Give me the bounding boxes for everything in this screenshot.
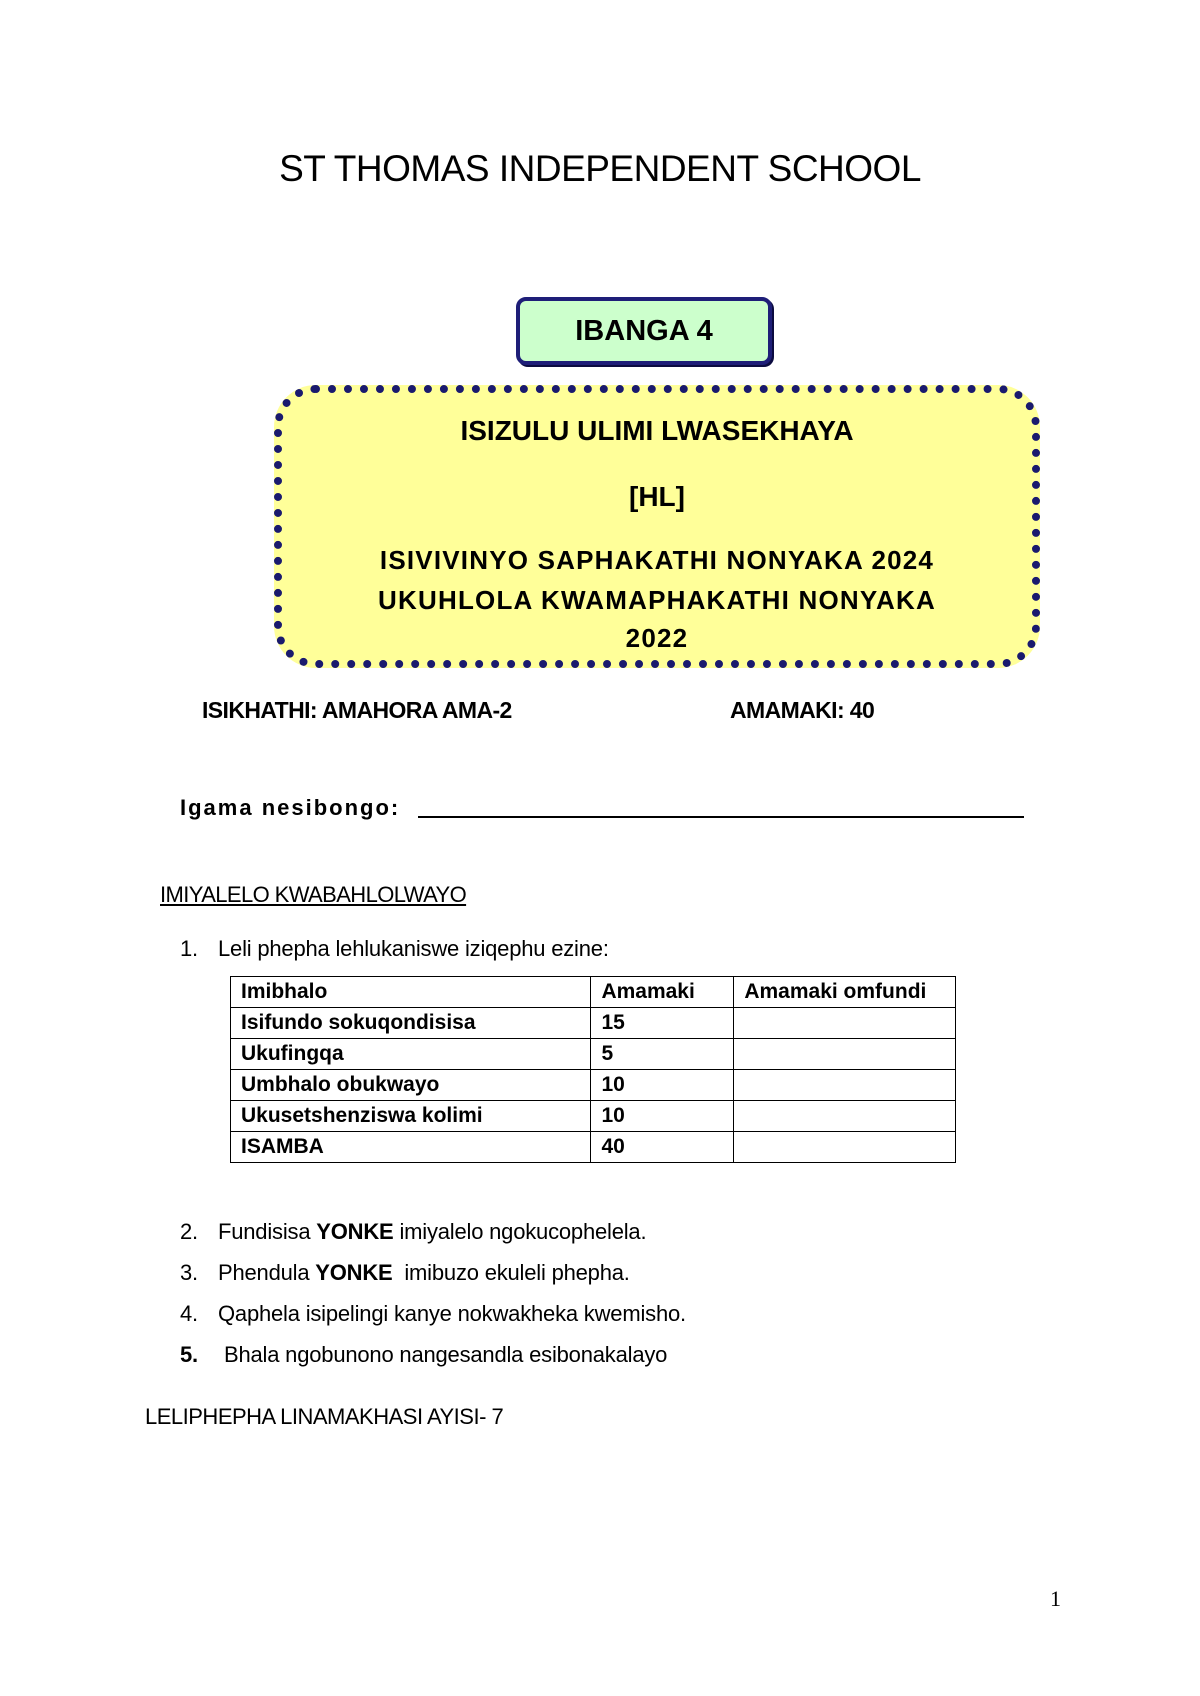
subject-title: ISIZULU ULIMI LWASEKHAYA: [460, 415, 854, 446]
school-name: ST THOMAS INDEPENDENT SCHOOL: [279, 148, 921, 189]
instruction-text: imibuzo ekuleli phepha.: [392, 1260, 630, 1285]
instruction-number: 1.: [180, 936, 198, 961]
table-row: [231, 1101, 956, 1132]
instruction-item: [180, 936, 609, 962]
table-cell-learner-marks[interactable]: [734, 1070, 956, 1101]
page-number: 1: [1050, 1586, 1061, 1611]
table-header-cell: Amamaki omfundi: [734, 977, 956, 1008]
exam-duration: ISIKHATHI: AMAHORA AMA-2: [202, 697, 512, 723]
instruction-item: [180, 1219, 646, 1245]
instruction-text: Leli phepha lehlukaniswe iziqephu ezine:: [218, 936, 609, 961]
exam-total-marks: AMAMAKI: 40: [730, 697, 875, 723]
instruction-emphasis: YONKE: [315, 1260, 393, 1285]
table-row: [231, 1070, 956, 1101]
instruction-item: [180, 1260, 630, 1286]
table-row: [231, 1008, 956, 1039]
table-row: [231, 1039, 956, 1070]
instruction-text: Phendula: [218, 1260, 316, 1285]
table-cell-section: Umbhalo obukwayo: [231, 1070, 591, 1101]
table-header-cell: Amamaki: [591, 977, 734, 1008]
table-cell-marks: 15: [591, 1008, 734, 1039]
table-header-cell: Imibhalo: [231, 977, 591, 1008]
table-cell-learner-marks[interactable]: [734, 1008, 956, 1039]
table-cell-section: Ukufingqa: [231, 1039, 591, 1070]
instruction-text: imiyalelo ngokucophelela.: [393, 1219, 647, 1244]
instruction-item: [180, 1301, 686, 1327]
instructions-heading: IMIYALELO KWABAHLOLWAYO: [160, 882, 467, 907]
table-cell-learner-marks[interactable]: [734, 1101, 956, 1132]
table-cell-section: Ukusetshenziswa kolimi: [231, 1101, 591, 1132]
instruction-emphasis: YONKE: [316, 1219, 394, 1244]
exam-title: ISIVIVINYO SAPHAKATHI NONYAKA 2024: [379, 545, 935, 575]
subject-level: [HL]: [629, 481, 685, 512]
marks-table: [230, 976, 956, 1163]
grade-badge: [516, 297, 772, 365]
instruction-text: Fundisisa: [218, 1219, 317, 1244]
table-cell-marks: 10: [591, 1101, 734, 1132]
name-field-line[interactable]: [418, 816, 1024, 818]
table-cell-marks: 10: [591, 1070, 734, 1101]
table-cell-marks: 40: [591, 1132, 734, 1163]
instruction-number: 5.: [180, 1342, 198, 1367]
instruction-number: 4.: [180, 1301, 198, 1326]
table-cell-learner-marks[interactable]: [734, 1039, 956, 1070]
instruction-text: Qaphela isipelingi kanye nokwakheka kwemisho.: [218, 1301, 686, 1326]
instruction-item: [180, 1342, 667, 1368]
name-field-label: Igama nesibongo:: [180, 795, 401, 820]
table-cell-learner-marks[interactable]: [734, 1132, 956, 1163]
table-header-row: [231, 977, 956, 1008]
table-cell-marks: 5: [591, 1039, 734, 1070]
table-cell-section: ISAMBA: [231, 1132, 591, 1163]
table-row-total: [231, 1132, 956, 1163]
grade-label: IBANGA 4: [575, 314, 713, 347]
exam-subtitle: UKUHLOLA KWAMAPHAKATHI NONYAKA: [378, 585, 936, 615]
instruction-number: 3.: [180, 1260, 198, 1285]
table-cell-section: Isifundo sokuqondisisa: [231, 1008, 591, 1039]
instruction-text: Bhala ngobunono nangesandla esibonakalayo: [224, 1342, 668, 1367]
instruction-number: 2.: [180, 1219, 198, 1244]
exam-year: 2022: [625, 623, 689, 653]
page-count-note: LELIPHEPHA LINAMAKHASI AYISI- 7: [145, 1404, 504, 1429]
